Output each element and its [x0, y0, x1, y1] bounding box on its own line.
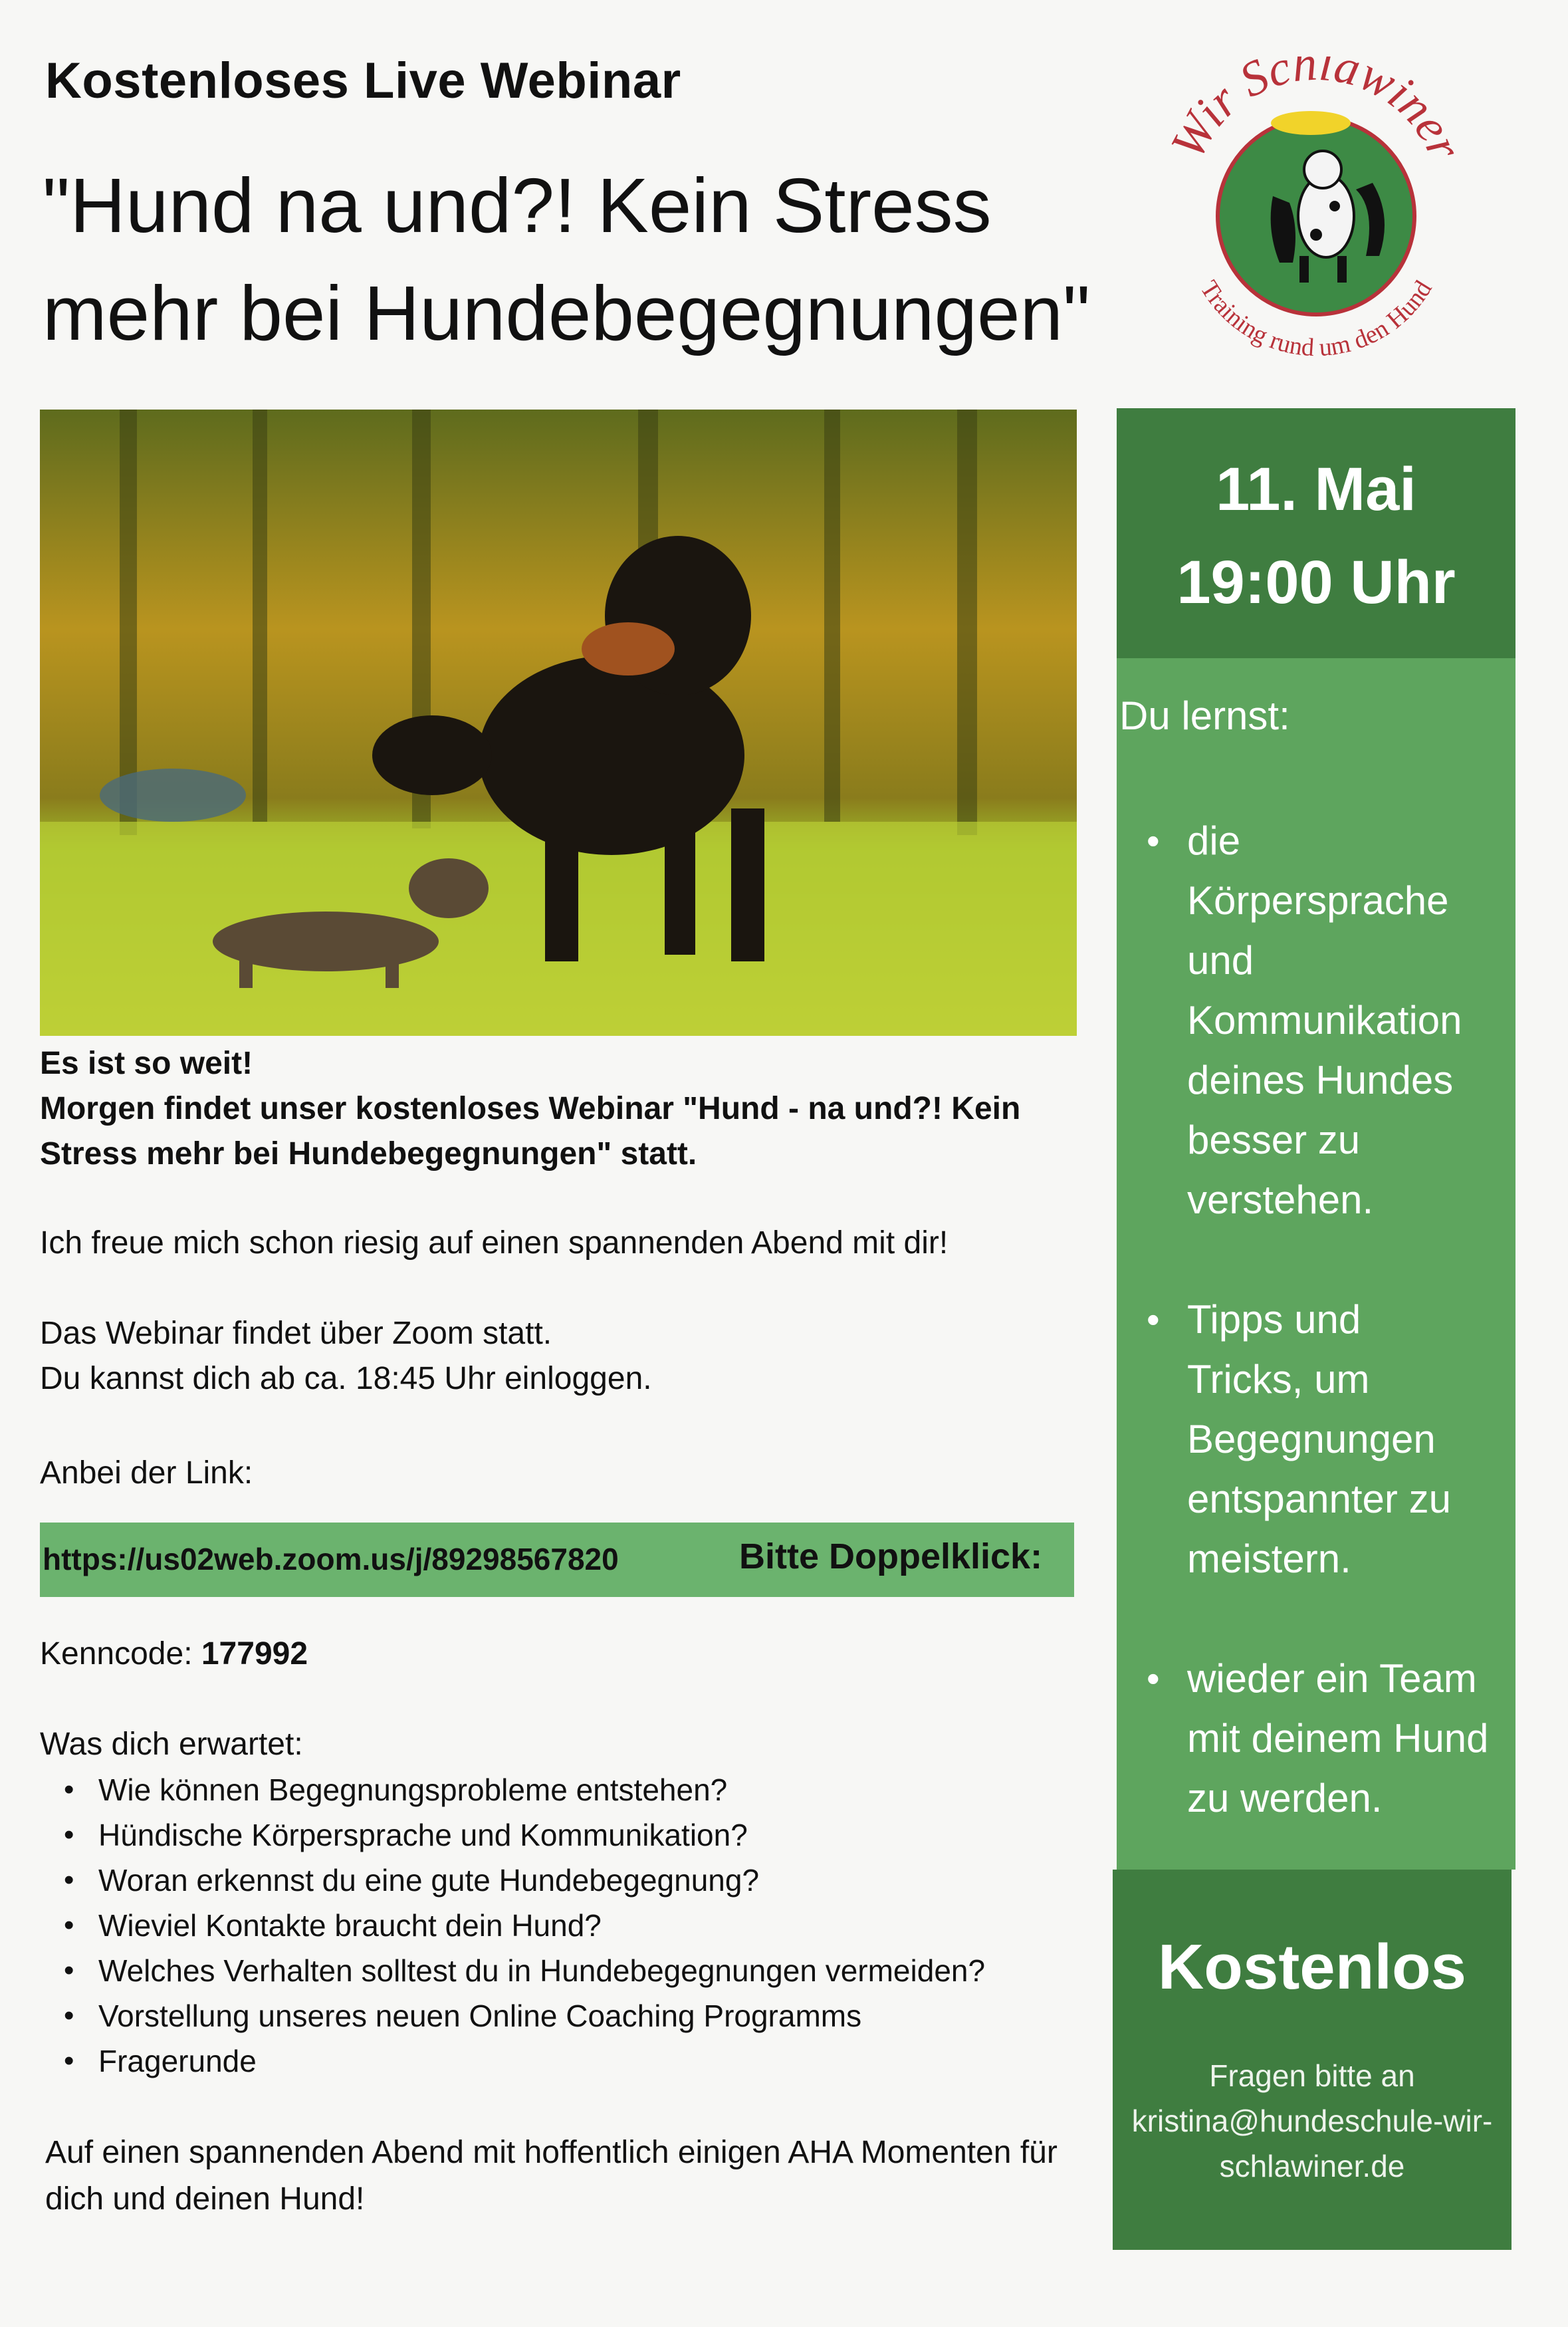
- contact-email-2[interactable]: schlawiner.de: [1219, 2149, 1405, 2183]
- event-date: 11. Mai: [1216, 455, 1416, 523]
- learn-panel: [1117, 658, 1515, 1870]
- learn-item-line: • wieder ein Team: [1187, 1656, 1477, 1701]
- learn-item-line: mit deinem Hund: [1187, 1716, 1489, 1761]
- passcode-label: Kenncode:: [40, 1636, 201, 1671]
- closing-line-1: Auf einen spannenden Abend mit hoffentlich einigen AHA Momenten für: [45, 2135, 1058, 2170]
- link-label: Anbei der Link:: [40, 1455, 253, 1491]
- learn-item-line: deines Hundes: [1187, 1058, 1454, 1102]
- expect-item: • Hündische Körpersprache und Kommunikation?: [40, 1812, 985, 1858]
- intro-line-3: Stress mehr bei Hundebegegnungen" statt.: [40, 1136, 697, 1171]
- logo-graphic: [1157, 57, 1476, 376]
- webinar-kicker: Kostenloses Live Webinar: [45, 53, 681, 109]
- photo-meeting-dogs: [40, 410, 1077, 1036]
- learn-item-line: • die: [1187, 818, 1241, 863]
- learn-item-line: und: [1187, 938, 1254, 983]
- passcode-value: 177992: [201, 1636, 308, 1671]
- contact-line-1: Fragen bitte an: [1209, 2058, 1415, 2093]
- expect-list: [40, 1767, 985, 2084]
- date-panel: [1117, 408, 1515, 658]
- logo-name-text: Wir Schlawiner: [1160, 57, 1473, 168]
- closing-line-2: dich und deinen Hund!: [45, 2181, 365, 2217]
- event-time: 19:00 Uhr: [1176, 549, 1456, 616]
- learn-item-line: • Tipps und: [1187, 1297, 1361, 1342]
- zoom-info-1: Das Webinar findet über Zoom statt.: [40, 1316, 552, 1351]
- expect-heading: Was dich erwartet:: [40, 1727, 303, 1762]
- free-label: Kostenlos: [1157, 1931, 1467, 2003]
- intro-line-2: Morgen findet unser kostenloses Webinar "Hund - na und?! Kein: [40, 1091, 1021, 1126]
- learn-item-line: Körpersprache: [1187, 878, 1449, 923]
- link-bar: [40, 1523, 1074, 1597]
- learn-heading: Du lernst:: [1119, 693, 1290, 738]
- greeting-text: Ich freue mich schon riesig auf einen spannenden Abend mit dir!: [40, 1225, 949, 1261]
- zoom-link[interactable]: https://us02web.zoom.us/j/89298567820: [43, 1542, 619, 1576]
- expect-item: • Wie können Begegnungsprobleme entstehen?: [40, 1767, 985, 1812]
- title-line-2: mehr bei Hundebegegnungen": [43, 270, 1091, 356]
- learn-item-line: Begegnungen: [1187, 1417, 1436, 1461]
- dogs-photo: [40, 410, 1077, 1036]
- expect-item: • Fragerunde: [40, 2038, 985, 2084]
- learn-item-line: verstehen.: [1187, 1177, 1374, 1222]
- webinar-title: [43, 152, 1133, 367]
- learn-item: [1117, 1649, 1515, 1828]
- double-click-hint: Bitte Doppelklick:: [739, 1536, 1043, 1576]
- contact-info: [1113, 2053, 1512, 2189]
- expect-item: • Wieviel Kontakte braucht dein Hund?: [40, 1903, 985, 1948]
- learn-item: [1117, 811, 1515, 1230]
- contact-email-1[interactable]: kristina@hundeschule-wir-: [1131, 2104, 1493, 2138]
- learn-item-line: meistern.: [1187, 1536, 1351, 1581]
- learn-item-line: entspannter zu: [1187, 1477, 1451, 1521]
- intro-line-1: Es ist so weit!: [40, 1046, 253, 1081]
- expect-item: • Welches Verhalten solltest du in Hundebegegnungen vermeiden?: [40, 1948, 985, 1993]
- learn-item-line: Tricks, um: [1187, 1357, 1370, 1402]
- school-logo: [1157, 57, 1476, 376]
- learn-item-line: besser zu: [1187, 1118, 1361, 1162]
- expect-item: • Vorstellung unseres neuen Online Coaching Programms: [40, 1993, 985, 2038]
- zoom-info-2: Du kannst dich ab ca. 18:45 Uhr einloggen.: [40, 1361, 652, 1396]
- free-panel: [1113, 1870, 1512, 2250]
- title-line-1: "Hund na und?! Kein Stress: [43, 162, 992, 249]
- learn-item-line: zu werden.: [1187, 1776, 1383, 1820]
- learn-item-line: Kommunikation: [1187, 998, 1462, 1042]
- learn-item: [1117, 1290, 1515, 1589]
- learn-list: [1117, 811, 1515, 1888]
- passcode-line: [40, 1632, 308, 1677]
- expect-item: • Woran erkennst du eine gute Hundebegegnung?: [40, 1858, 985, 1903]
- logo-tagline-text: Training rund um den Hund: [1194, 275, 1438, 362]
